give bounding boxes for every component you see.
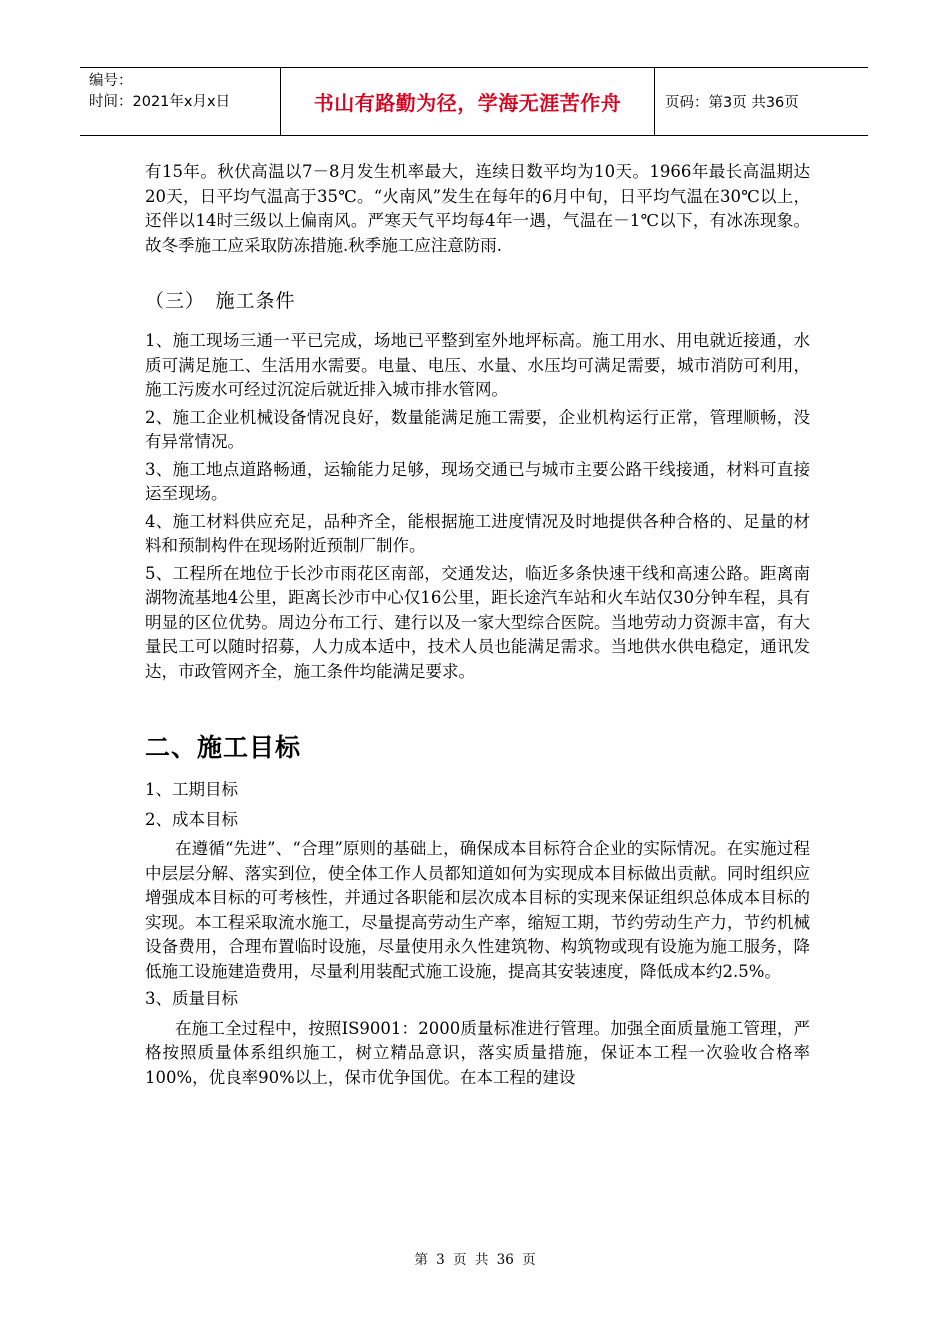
page-header bbox=[80, 67, 868, 136]
header-page-info: 页码：第3页 共36页 bbox=[665, 95, 799, 111]
goal-quality: 3、质量目标 bbox=[145, 989, 238, 1008]
header-motto: 书山有路勤为径，学海无涯苦作舟 bbox=[281, 68, 655, 135]
condition-item: 3、施工地点道路畅通，运输能力足够，现场交通已与城市主要公路干线接通，材料可直接运至现场。 bbox=[145, 459, 810, 503]
condition-item: 2、施工企业机械设备情况良好，数量能满足施工需要，企业机构运行正常，管理顺畅，没有异常情况。 bbox=[145, 407, 810, 451]
goals-heading: 二、施工目标 bbox=[145, 733, 302, 762]
goal-cost: 2、成本目标 bbox=[145, 809, 238, 829]
document-body bbox=[145, 160, 810, 1093]
condition-item: 5、工程所在地位于长沙市雨花区南部，交通发达，临近多条快速干线和高速公路。距离南湖物流基地4公里，距离长沙市中心仅16公里，距长途汽车站和火车站仅30分钟车程，具有明显的区位优势。周边分布工行、建行以及一家大型综合医院。当地劳动力资源丰富，有大量民工可以随时招募，人力成本适中，技术人员也能满足需求。当地供水供电稳定，通讯发达，市政管网齐全，施工条件均能满足要求。 bbox=[145, 563, 810, 681]
quality-paragraph: 在施工全过程中，按照IS9001：2000质量标准进行管理。加强全面质量施工管理，严格按照质量体系组织施工，树立精品意识，落实质量措施，保证本工程一次验收合格率100%，优良率90%以上，保市优争国优。在本工程的建设 bbox=[145, 1018, 810, 1087]
conditions-heading: （三） 施工条件 bbox=[145, 290, 296, 312]
time-label: 时间：2021年x月x日 bbox=[89, 94, 231, 110]
cost-paragraph: 在遵循“先进”、“合理”原则的基础上，确保成本目标符合企业的实际情况。在实施过程中层层分解、落实到位，使全体工作人员都知道如何为实现成本目标做出贡献。同时组织应增强成本目标的可考核性，并通过各职能和层次成本目标的实现来保证组织总体成本目标的实现。本工程采取流水施工，尽量提高劳动生产率，缩短工期，节约劳动生产力，节约机械设备费用，合理布置临时设施，尽量使用永久性建筑物、构筑物或现有设施为施工服务，降低施工设施建造费用，尽量利用装配式施工设施，提高其安装速度，降低成本约2.5%。 bbox=[145, 839, 810, 981]
doc-number-label: 编号： bbox=[89, 73, 133, 89]
condition-item: 4、施工材料供应充足，品种齐全，能根据施工进度情况及时地提供各种合格的、足量的材料和预制构件在现场附近预制厂制作。 bbox=[145, 511, 810, 555]
header-meta bbox=[80, 68, 281, 135]
condition-item: 1、施工现场三通一平已完成，场地已平整到室外地坪标高。施工用水、用电就近接通，水质可满足施工、生活用水需要。电量、电压、水量、水压均可满足需要，城市消防可利用，施工污废水可经过沉淀后就近排入城市排水管网。 bbox=[145, 331, 810, 399]
climate-paragraph: 有15年。秋伏高温以7－8月发生机率最大，连续日数平均为10天。1966年最长高温期达20天，日平均气温高于35℃。“火南风”发生在每年的6月中旬，日平均气温在30℃以上，还伴以14时三级以上偏南风。严寒天气平均每4年一遇，气温在－1℃以下，有冰冻现象。故冬季施工应采取防冻措施.秋季施工应注意防雨. bbox=[145, 162, 810, 255]
page-footer: 第 3 页 共 36 页 bbox=[414, 1252, 536, 1268]
goal-schedule: 1、工期目标 bbox=[145, 780, 238, 799]
